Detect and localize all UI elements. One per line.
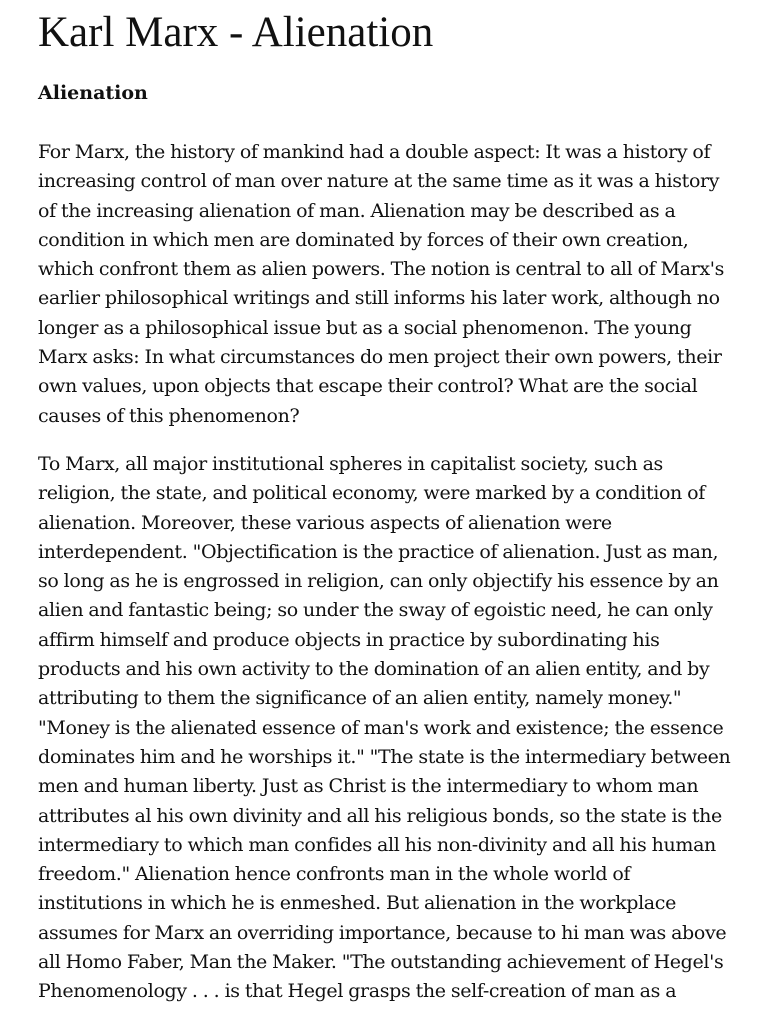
page-title: Karl Marx - Alienation: [38, 9, 434, 56]
paragraph-1: For Marx, the history of mankind had a double aspect: It was a history of increasing control of man over nature at the same time as it was a history of the increasing alienation of man. Alienation may be described as a condition in which men are dominated by forces of their own creation, which confront them as alien powers. The notion is central to all of Marx's earlier philosophical writings and still informs his later work, although no longer as a philosophical issue but as a social phenomenon. The young Marx asks: In what circumstances do men project their own powers, their own values, upon objects that escape their control? What are the social causes of this phenomenon?: [38, 141, 724, 427]
document-page: [38, 10, 738, 1026]
paragraph-2: To Marx, all major institutional spheres in capitalist society, such as religion, the state, and political economy, were marked by a condition of alienation. Moreover, these various aspects of alienation were interdependent. "Objectification is the practice of alienation. Just as man, so long as he is engrossed in religion, can only objectify his essence by an alien and fantastic being; so under the sway of egoistic need, he can only affirm himself and produce objects in practice by subordinating his products and his own activity to the domination of an alien entity, and by attributing to them the significance of an alien entity, namely money." "Money is the alienated essence of man's work and existence; the essence dominates him and he worships it." "The state is the intermediary between men and human liberty. Just as Christ is the intermediary to whom man attributes al his own divinity and all his religious bonds, so the state is the intermediary to which man confides all his non-divinity and all his human freedom." Alienation hence confronts man in the whole world of institutions in which he is enmeshed. But alienation in the workplace assumes for Marx an overriding importance, because to hi man was above all Homo Faber, Man the Maker. "The outstanding achievement of Hegel's Phenomenology . . . is that Hegel grasps the self-creation of man as a: [38, 452, 731, 1003]
section-heading: Alienation: [38, 82, 148, 104]
